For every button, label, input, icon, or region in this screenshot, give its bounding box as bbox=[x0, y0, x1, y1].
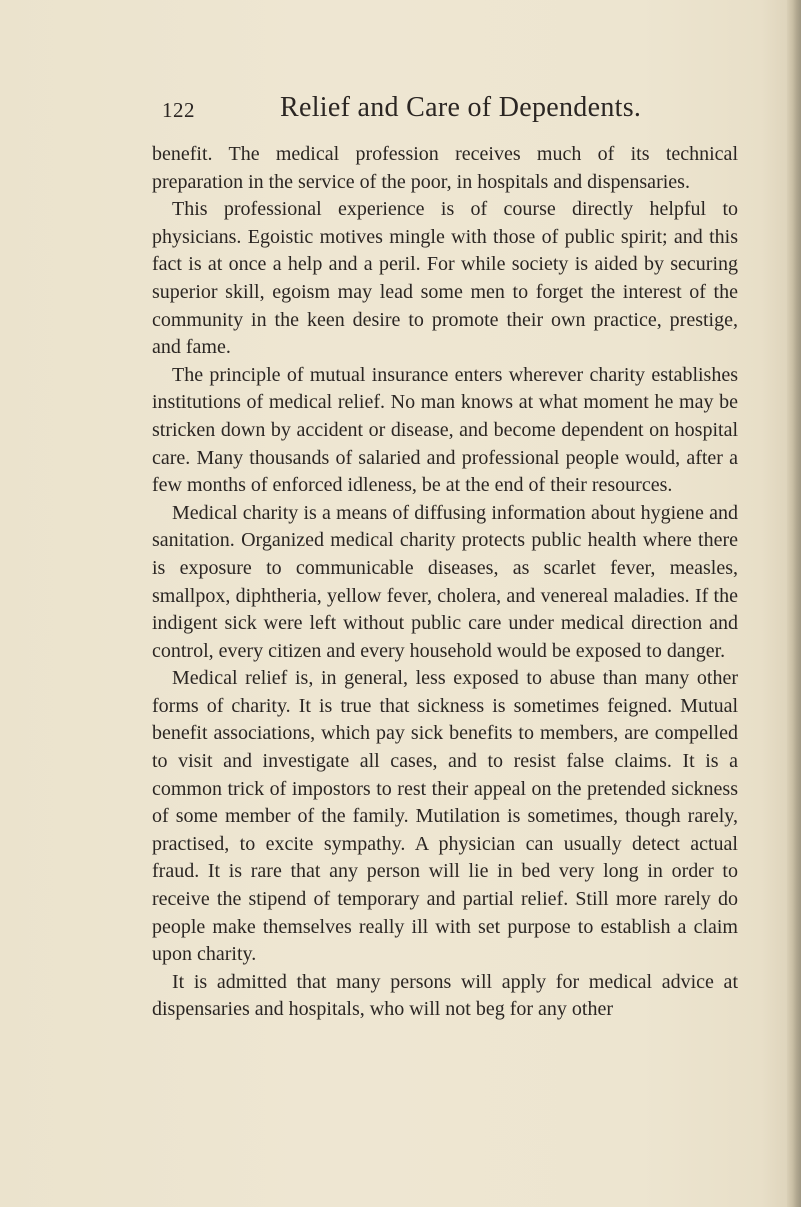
page-edge-shadow bbox=[787, 0, 801, 1207]
paragraph: This professional experience is of course directly helpful to physicians. Egoistic motives mingle with those of public spirit; and this fact is at once a help and a peril. For while society is aided by securing superior skill, egoism may lead some men to forget the interest of the community in the keen desire to promote their own practice, prestige, and fame. bbox=[152, 198, 738, 359]
paragraph: benefit. The medical profession receives much of its technical preparation in the service of the poor, in hospitals and dispensaries. bbox=[152, 143, 738, 193]
paragraph: Medical charity is a means of diffusing information about hygiene and sanitation. Organized medical charity protects public health where there is exposure to communicable diseases, as scarlet fever, measles, smallpox, diphtheria, yellow fever, cholera, and venereal maladies. If the indigent sick were left without public care under medical direction and control, every citizen and every household would be exposed to danger. bbox=[152, 501, 738, 662]
body-text bbox=[152, 141, 738, 1024]
page-number: 122 bbox=[162, 98, 195, 122]
paragraph: It is admitted that many persons will apply for medical advice at dispensaries and hospitals, who will not beg for any other bbox=[152, 970, 738, 1021]
running-title: Relief and Care of Dependents. bbox=[280, 92, 642, 123]
paragraph: The principle of mutual insurance enters wherever charity establishes institutions of medical relief. No man knows at what moment he may be stricken down by accident or disease, and become dependent on hospital care. Many thousands of salaried and professional people would, after a few months of enforced idleness, be at the end of their resources. bbox=[152, 363, 738, 497]
paragraph: Medical relief is, in general, less exposed to abuse than many other forms of charity. It is true that sickness is sometimes feigned. Mutual benefit associations, which pay sick benefits to members, are compelled to visit and investigate all cases, and to resist false claims. It is a common trick of impostors to rest their appeal on the pretended sickness of some member of the family. Mutilation is sometimes, though rarely, practised, to excite sympathy. A physician can usually detect actual fraud. It is rare that any person will lie in bed very long in order to receive the stipend of temporary and partial relief. Still more rarely do people make themselves really ill with set purpose to establish a claim upon charity. bbox=[152, 667, 738, 966]
page-header bbox=[162, 92, 642, 132]
